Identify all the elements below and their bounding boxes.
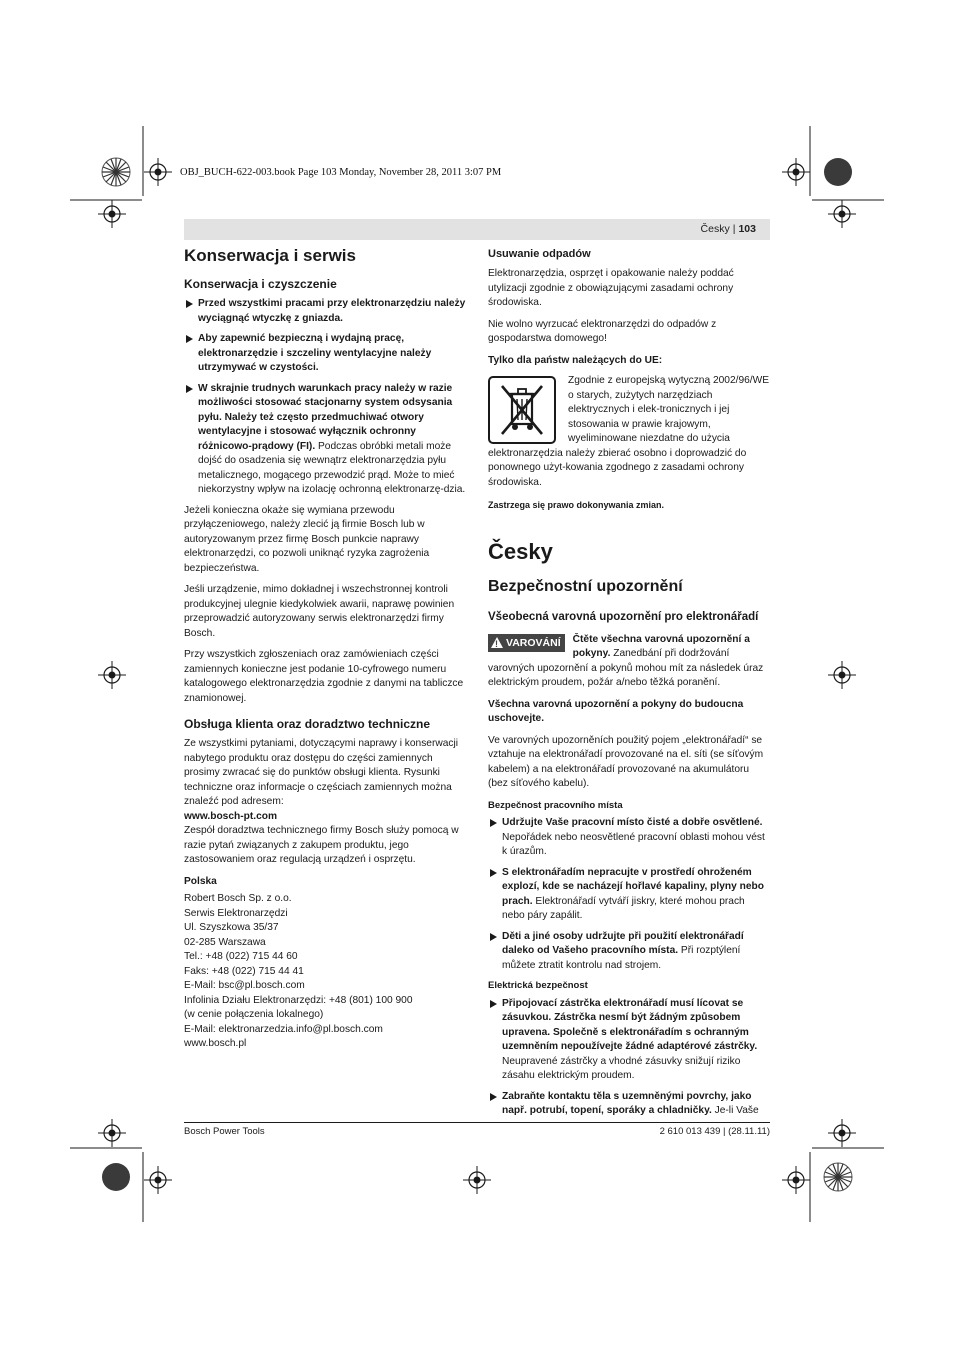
bullet-arrow-icon [490, 1093, 497, 1101]
warning-text: Zanedbání při dodržování varovných upozornění a pokynů mohou mít za následek úraz elektrickým proudem, požár a/nebo těžká poranění. [488, 648, 764, 688]
address-line: E-Mail: bsc@pl.bosch.com [184, 980, 305, 991]
keep-instructions: Všechna varovná upozornění a pokyny do budoucna uschovejte. [488, 698, 744, 724]
header-language: Česky [700, 223, 730, 235]
list-item [488, 816, 770, 860]
bullet-arrow-icon [186, 335, 193, 343]
safety-heading: Bezpečnostní upozornění [488, 577, 683, 595]
warning-bold: Čtěte všechna varovná upozornění a pokyny. [572, 633, 750, 659]
address-line: Infolinia Działu Elektronarzędzi: +48 (801) 100 900 [184, 994, 413, 1006]
address-line: Faks: +48 (022) 715 44 41 [184, 965, 304, 977]
warning-label: VAROVÁNÍ [506, 636, 561, 649]
bullet-text: Elektronářadí vytváří jiskry, které mohou prach nebo páry zapálit. [502, 895, 745, 921]
footer-doc-number: 2 610 013 439 | (28.11.11) [659, 1126, 770, 1137]
subsection-cleaning: Konserwacja i czyszczenie [184, 277, 337, 291]
warning-triangle-icon [491, 637, 503, 648]
bullet-bold: S elektronářadím nepracujte v prostředí ohroženém explozí, kde se nacházejí hořlavé kapaliny, plyny nebo prach. [502, 866, 764, 907]
disposal-heading: Usuwanie odpadów [488, 248, 591, 260]
left-column [184, 246, 466, 1052]
bullet-text: Nepořádek nebo neosvětlené pracovní oblasti mohou vést k úrazům. [502, 831, 765, 857]
list-item [488, 866, 770, 924]
weee-block [488, 374, 770, 490]
paragraph: Ve varovných upozorněních použitý pojem „elektronářadí“ se vztahuje na elektronářadí provozované na el. síti (se síťovým kabelem) a na elektronářadí provozované na akumulátoru (bez síťového kabelu). [488, 734, 764, 789]
address-line: E-Mail: elektronarzedzia.info@pl.bosch.com [184, 1023, 383, 1035]
footer-rule [184, 1122, 770, 1123]
list-item [488, 1090, 770, 1119]
eu-only-label: Tylko dla państw należących do UE: [488, 354, 663, 366]
paragraph: Zespół doradztwa technicznego firmy Bosch służy pomocą w razie pytań związanych z zakupem produktu, jego zastosowaniem oraz regulacją urządzeń i osprzętu. [184, 825, 459, 865]
list-item [184, 382, 466, 498]
paragraph: Jeżeli konieczna okaże się wymiana przewodu przyłączeniowego, należy zlecić ją firmie Bosch lub w autoryzowanym przez firmę Bosch punkcie naprawy elektronarzędzi, co pozwoli uniknąć ryzyka zagrożenia bezpieczeństwa. [184, 504, 430, 574]
bullet-arrow-icon [490, 819, 497, 827]
print-header: OBJ_BUCH-622-003.book Page 103 Monday, November 28, 2011 3:07 PM [180, 167, 502, 178]
bullet-bold: Udržujte Vaše pracovní místo čisté a dobře osvětlené. [502, 817, 763, 828]
page-header-bar [184, 219, 770, 240]
bullet-text: Podczas obróbki metali może dojść do osadzenia się wewnątrz elektronarzędzia pyłu metalicznego, mogącego przewodzić prąd. Może to mieć niekorzystny wpływ na izolację ochronną elektronarzę-dzia. [198, 440, 466, 495]
subsection-customer-service: Obsługa klienta oraz doradztwo techniczne [184, 717, 431, 731]
section-title-czech: Česky [488, 538, 553, 564]
bullet-arrow-icon [490, 869, 497, 877]
weee-text: Zgodnie z europejską wytyczną 2002/96/WE o starych, zużytych narzędziach elektrycznych i elek-tronicznych i jej stosowania w prawie krajowym, wyeliminowane niezdatne do użycia elektronarzędzia należy zbierać osobno i doprowadzić do ponownego użyt-kowania zgodnego z zasadami ochrony środowiska. [488, 375, 770, 488]
bullet-arrow-icon [490, 1000, 497, 1008]
bullet-arrow-icon [186, 300, 193, 308]
list-item [488, 997, 770, 1084]
footer-brand: Bosch Power Tools [184, 1126, 265, 1137]
paragraph: Ze wszystkimi pytaniami, dotyczącymi naprawy i konserwacji nabytego produktu oraz dostępu do części zamiennych prosimy zwracać się do punktów obsługi klienta. Rysunki techniczne oraz informacje o częściach zamiennych można znaleźć pod adresem: [184, 738, 459, 807]
list-item [488, 930, 770, 974]
paragraph: Elektronarzędzia, osprzęt i opakowanie należy poddać utylizacji zgodnie z obowiązującymi zasadami ochrony środowiska. [488, 268, 734, 308]
list-item [184, 297, 466, 326]
address-line: www.bosch.pl [184, 1038, 247, 1049]
right-column [488, 246, 770, 1125]
bullet-arrow-icon [186, 385, 193, 393]
page-number: 103 [738, 223, 756, 235]
warning-block [488, 633, 770, 698]
paragraph: Nie wolno wyrzucać elektronarzędzi do odpadów z gospodarstwa domowego! [488, 318, 717, 344]
bullet-bold: Aby zapewnić bezpieczną i wydajną pracę, elektronarzędzie i szczeliny wentylacyjne należy utrzymywać w czystości. [198, 333, 432, 373]
rights-reserved: Zastrzega się prawo dokonywania zmian. [488, 500, 665, 510]
bullet-bold: Przed wszystkimi pracami przy elektronarzędziu należy wyciągnąć wtyczkę z gniazda. [198, 298, 466, 324]
bullet-bold: Zabraňte kontaktu těla s uzemněnými povrchy, jako např. potrubí, topení, sporáky a chladničky. [502, 1090, 752, 1116]
section-title-maintenance: Konserwacja i serwis [184, 246, 356, 265]
bullet-text: Při rozptýlení můžete ztratit kontrolu nad strojem. [502, 945, 741, 971]
electrical-heading: Elektrická bezpečnost [488, 980, 588, 991]
bullet-bold: W skrajnie trudnych warunkach pracy należy w razie możliwości stosować stacjonarny system odsysania pyłu. Należy też często przedmuchiwać otwory wentylacyjne i stosować wyłącznik ochronny różnicowo-prądowy (FI). [198, 382, 453, 452]
paragraph: Przy wszystkich zgłoszeniach oraz zamówieniach części zamiennych konieczne jest podanie 10-cyfrowego numeru katalogowego elektronarzędzia zgodnie z danymi na tabliczce znamionowej. [184, 649, 464, 704]
address-line: Robert Bosch Sp. z o.o. [184, 893, 292, 904]
service-url[interactable]: www.bosch-pt.com [184, 810, 278, 822]
header-separator: | [732, 223, 736, 235]
address-line: Ul. Szyszkowa 35/37 [184, 922, 279, 933]
general-warnings-heading: Všeobecná varovná upozornění pro elektronářadí [488, 610, 759, 623]
country-heading: Polska [184, 875, 217, 887]
bullet-bold: Děti a jiné osoby udržujte při použití elektronářadí daleko od Vašeho pracovního místa. [502, 930, 744, 956]
address-block [184, 892, 466, 1052]
bullet-text: Je-li Vaše [711, 1105, 759, 1116]
workplace-heading: Bezpečnost pracovního místa [488, 799, 623, 811]
bullet-bold: Připojovací zástrčka elektronářadí musí lícovat se zásuvkou. Zástrčka nesmí být žádným způsobem upravena. Společně s elektronářadím s ochranným uzemněním nepoužívejte žádné adaptérové zástrčky. [502, 997, 758, 1052]
address-line: (w cenie połączenia lokalnego) [184, 1009, 324, 1020]
crossed-bin-icon [488, 376, 556, 444]
bullet-arrow-icon [490, 933, 497, 941]
bullet-text: Neupravené zástrčky a vhodné zásuvky snižují riziko zásahu elektrickým proudem. [502, 1055, 741, 1081]
warning-badge [488, 634, 565, 652]
list-item [184, 332, 466, 376]
address-line: Serwis Elektronarzędzi [184, 907, 288, 919]
address-line: Tel.: +48 (022) 715 44 60 [184, 951, 298, 962]
paragraph: Jeśli urządzenie, mimo dokładnej i wszechstronnej kontroli produkcyjnej ulegnie kiedykolwiek awarii, naprawę powinien przeprowadzić autoryzowany serwis elektronarzędzi firmy Bosch. [184, 584, 455, 639]
address-line: 02-285 Warszawa [184, 936, 266, 948]
page-header-right [701, 223, 756, 235]
